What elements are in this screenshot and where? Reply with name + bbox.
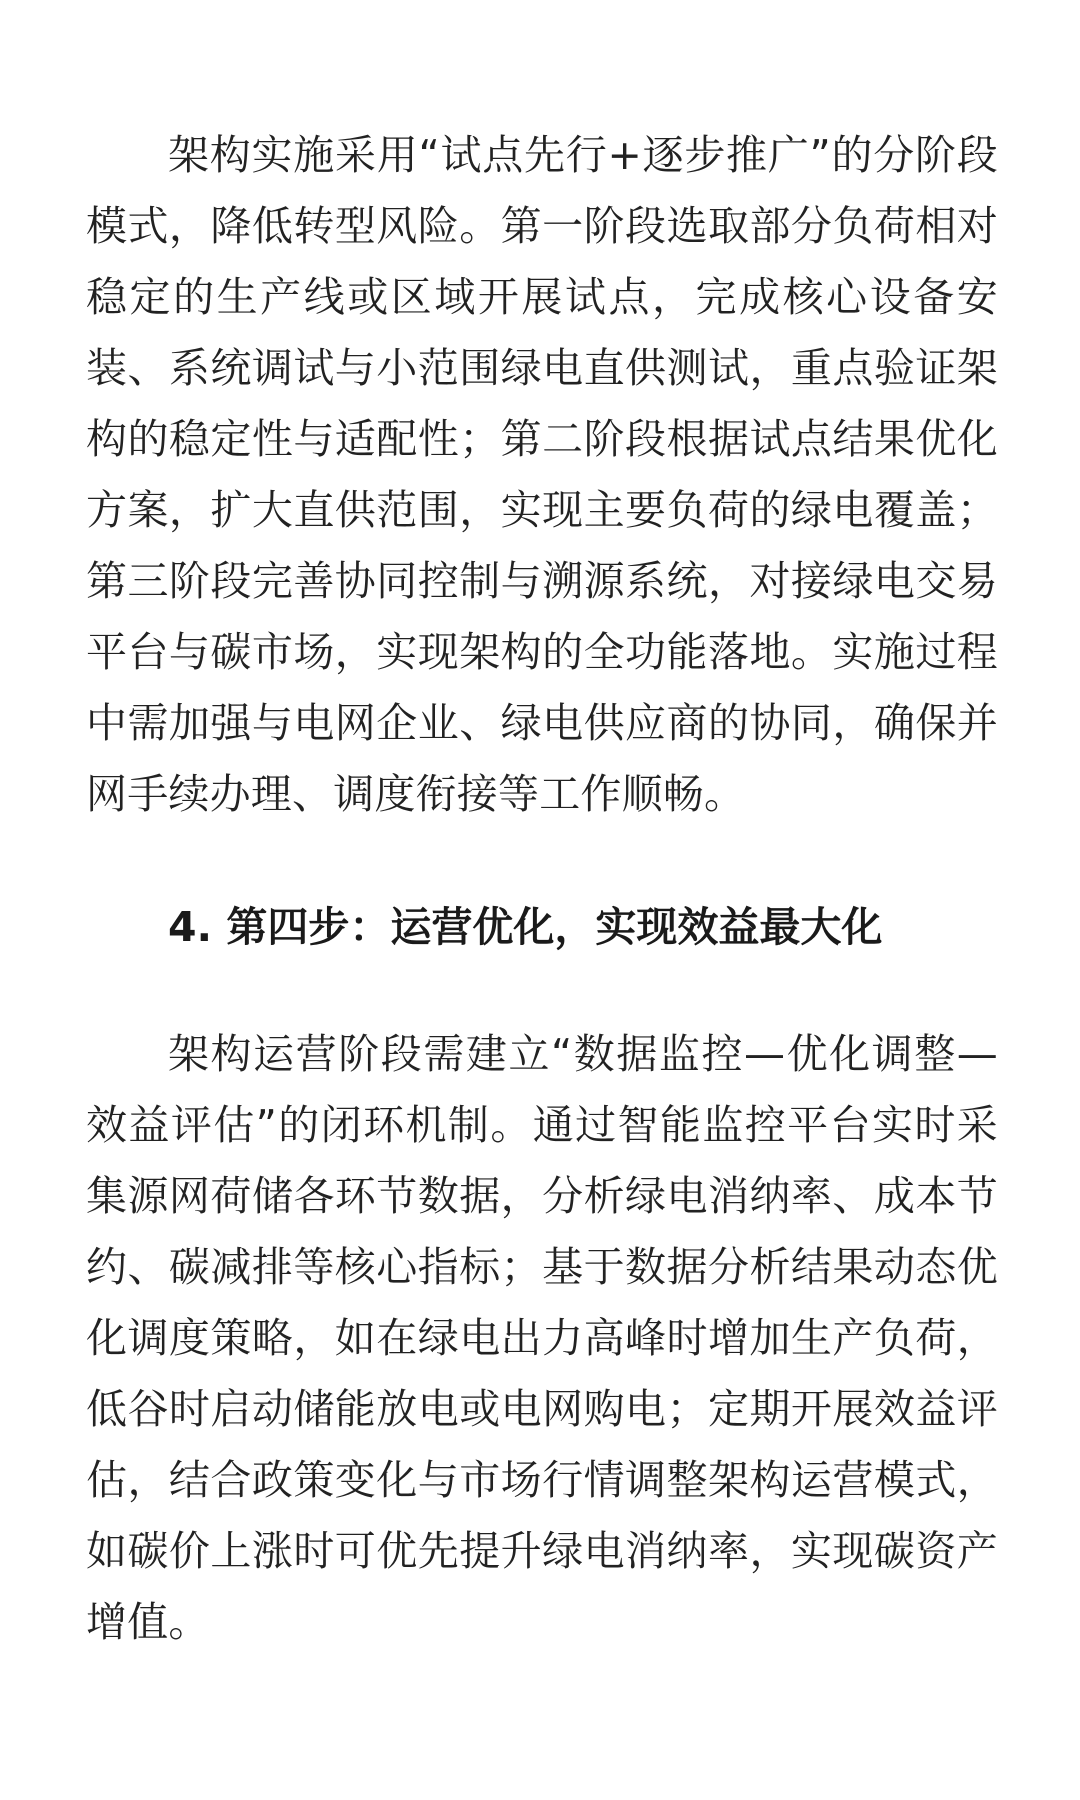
article-body	[86, 120, 998, 1658]
paragraph-operation: 架构运营阶段需建立“数据监控—优化调整—效益评估”的闭环机制。通过智能监控平台实时采集源网荷储各环节数据，分析绿电消纳率、成本节约、碳减排等核心指标；基于数据分析结果动态优化调度策略，如在绿电出力高峰时增加生产负荷，低谷时启动储能放电或电网购电；定期开展效益评估，结合政策变化与市场行情调整架构运营模式，如碳价上涨时可优先提升绿电消纳率，实现碳资产增值。	[86, 1030, 998, 1646]
section-heading-step-4: 4. 第四步：运营优化，实现效益最大化	[168, 903, 883, 951]
paragraph-implementation: 架构实施采用“试点先行+逐步推广”的分阶段模式，降低转型风险。第一阶段选取部分负荷相对稳定的生产线或区域开展试点，完成核心设备安装、系统调试与小范围绿电直供测试，重点验证架构的稳定性与适配性；第二阶段根据试点结果优化方案，扩大直供范围，实现主要负荷的绿电覆盖；第三阶段完善协同控制与溯源系统，对接绿电交易平台与碳市场，实现架构的全功能落地。实施过程中需加强与电网企业、绿电供应商的协同，确保并网手续办理、调度衔接等工作顺畅。	[86, 131, 998, 818]
